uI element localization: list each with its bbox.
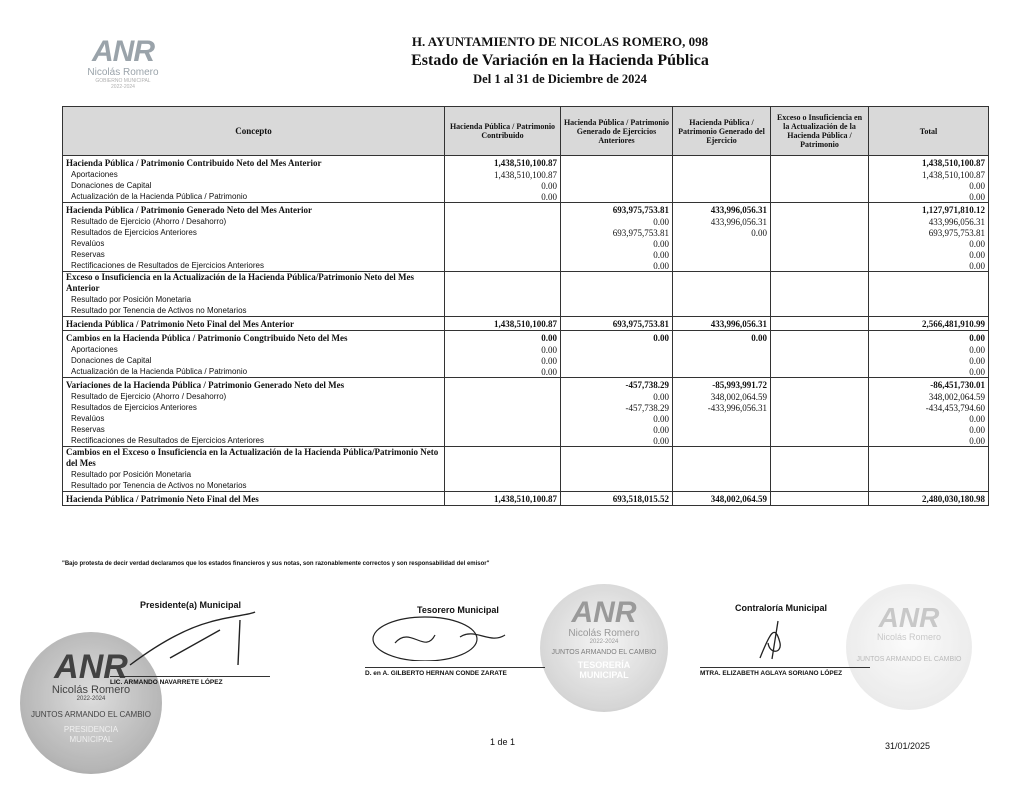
table-row <box>63 305 989 317</box>
cell-generado-anteriores <box>561 191 673 203</box>
cell-exceso <box>771 238 869 249</box>
cell-generado-ejercicio: -85,993,991.72 <box>673 378 771 392</box>
cell-total: 0.00 <box>869 344 989 355</box>
cell-generado-anteriores <box>561 169 673 180</box>
cell-generado-anteriores <box>561 469 673 480</box>
cell-generado-ejercicio <box>673 480 771 492</box>
stamp-presidencia-years: 2022-2024 <box>76 696 106 702</box>
row-concept: Reservas <box>63 249 445 260</box>
row-concept: Reservas <box>63 424 445 435</box>
cell-contribuido <box>445 227 561 238</box>
cell-total: 1,438,510,100.87 <box>869 156 989 170</box>
row-concept: Resultados de Ejercicios Anteriores <box>63 402 445 413</box>
cell-generado-anteriores <box>561 180 673 191</box>
signature-tesorero-title: Tesorero Municipal <box>417 605 499 615</box>
cell-generado-anteriores <box>561 305 673 317</box>
table-row <box>63 272 989 295</box>
row-concept: Resultado por Tenencia de Activos no Monetarios <box>63 305 445 317</box>
cell-generado-anteriores <box>561 366 673 378</box>
cell-generado-anteriores: 0.00 <box>561 331 673 345</box>
row-concept: Resultado por Posición Monetaria <box>63 294 445 305</box>
document-period: Del 1 al 31 de Diciembre de 2024 <box>473 72 647 86</box>
cell-generado-ejercicio <box>673 272 771 295</box>
stamp-presidencia-mark: ANR <box>54 648 128 686</box>
cell-generado-ejercicio <box>673 156 771 170</box>
cell-generado-anteriores: 693,518,015.52 <box>561 492 673 506</box>
table-row <box>63 216 989 227</box>
cell-generado-ejercicio: -433,996,056.31 <box>673 402 771 413</box>
cell-total: 693,975,753.81 <box>869 227 989 238</box>
cell-generado-anteriores: 693,975,753.81 <box>561 227 673 238</box>
table-row <box>63 238 989 249</box>
cell-contribuido <box>445 469 561 480</box>
row-concept: Cambios en la Hacienda Pública / Patrimonio Congtribuido Neto del Mes <box>63 331 445 345</box>
cell-total: 0.00 <box>869 424 989 435</box>
row-concept: Exceso o Insuficiencia en la Actualización de la Hacienda Pública/Patrimonio Neto del Mes Anterior <box>63 272 445 295</box>
cell-exceso <box>771 317 869 331</box>
cell-generado-ejercicio <box>673 469 771 480</box>
cell-generado-ejercicio <box>673 424 771 435</box>
cell-exceso <box>771 272 869 295</box>
signature-presidente-title: Presidente(a) Municipal <box>140 600 242 610</box>
cell-generado-ejercicio <box>673 249 771 260</box>
stamp-contraloria-motto: JUNTOS ARMANDO EL CAMBIO <box>856 656 962 663</box>
table-row <box>63 480 989 492</box>
cell-total: 0.00 <box>869 180 989 191</box>
cell-contribuido: 1,438,510,100.87 <box>445 317 561 331</box>
cell-contribuido: 1,438,510,100.87 <box>445 169 561 180</box>
cell-exceso <box>771 492 869 506</box>
cell-contribuido <box>445 249 561 260</box>
header-logo <box>66 36 180 100</box>
row-concept: Resultado por Tenencia de Activos no Monetarios <box>63 480 445 492</box>
cell-generado-ejercicio <box>673 180 771 191</box>
cell-generado-anteriores: 693,975,753.81 <box>561 317 673 331</box>
cell-exceso <box>771 180 869 191</box>
cell-generado-ejercicio: 0.00 <box>673 331 771 345</box>
table-row <box>63 227 989 238</box>
table-row <box>63 191 989 203</box>
row-concept: Hacienda Pública / Patrimonio Generado Neto del Mes Anterior <box>63 203 445 217</box>
cell-contribuido <box>445 435 561 447</box>
cell-exceso <box>771 344 869 355</box>
cell-generado-ejercicio <box>673 238 771 249</box>
cell-exceso <box>771 469 869 480</box>
cell-total: 433,996,056.31 <box>869 216 989 227</box>
cell-contribuido <box>445 260 561 272</box>
row-concept: Revalúos <box>63 238 445 249</box>
cell-total: 0.00 <box>869 355 989 366</box>
stamp-tesoreria-years: 2022-2024 <box>589 639 619 645</box>
cell-contribuido <box>445 402 561 413</box>
signature-presidente <box>110 600 270 686</box>
signature-tesorero <box>365 605 545 677</box>
table-row <box>63 331 989 345</box>
cell-generado-anteriores <box>561 294 673 305</box>
cell-exceso <box>771 331 869 345</box>
col-header-concepto: Concepto <box>63 107 445 156</box>
cell-generado-ejercicio <box>673 191 771 203</box>
cell-total: 1,438,510,100.87 <box>869 169 989 180</box>
cell-exceso <box>771 227 869 238</box>
row-concept: Resultados de Ejercicios Anteriores <box>63 227 445 238</box>
row-concept: Aportaciones <box>63 169 445 180</box>
cell-contribuido: 1,438,510,100.87 <box>445 156 561 170</box>
cell-contribuido <box>445 413 561 424</box>
table-row <box>63 294 989 305</box>
cell-contribuido: 0.00 <box>445 331 561 345</box>
cell-contribuido <box>445 216 561 227</box>
document-header <box>240 34 880 87</box>
stamp-presidencia-office: PRESIDENCIA MUNICIPAL <box>63 725 119 744</box>
cell-total: 0.00 <box>869 366 989 378</box>
signature-tesorero-scribble <box>365 615 535 661</box>
col-header-contribuido: Hacienda Pública / Patrimonio Contribuido <box>445 107 561 156</box>
stamp-contraloria-mark: ANR <box>878 602 940 633</box>
cell-total: 348,002,064.59 <box>869 391 989 402</box>
cell-exceso <box>771 424 869 435</box>
row-concept: Hacienda Pública / Patrimonio Neto Final del Mes Anterior <box>63 317 445 331</box>
cell-generado-ejercicio <box>673 366 771 378</box>
cell-generado-anteriores <box>561 480 673 492</box>
page-number: 1 de 1 <box>490 737 516 747</box>
cell-generado-ejercicio: 348,002,064.59 <box>673 492 771 506</box>
stamp-contraloria-name: Nicolás Romero <box>876 632 942 642</box>
disclaimer: "Bajo protesta de decir verdad declaramos que los estados financieros y sus notas, son razonablemente correctos y son responsabilidad del emisor" <box>62 561 490 567</box>
table-row <box>63 435 989 447</box>
table-row <box>63 249 989 260</box>
cell-contribuido <box>445 447 561 470</box>
signature-tesorero-name: D. en A. GILBERTO HERNAN CONDE ZARATE <box>365 667 545 677</box>
signature-contraloria-title: Contraloría Municipal <box>735 603 828 613</box>
cell-exceso <box>771 169 869 180</box>
cell-total: -86,451,730.01 <box>869 378 989 392</box>
stamp-tesoreria-mark: ANR <box>571 596 637 629</box>
logo-tagline: GOBIERNO MUNICIPAL <box>95 78 151 84</box>
cell-generado-anteriores: 0.00 <box>561 391 673 402</box>
stamp-presidencia-motto: JUNTOS ARMANDO EL CAMBIO <box>30 710 152 719</box>
entity-name: H. AYUNTAMIENTO DE NICOLAS ROMERO, 098 <box>411 34 709 49</box>
cell-generado-ejercicio <box>673 169 771 180</box>
cell-generado-ejercicio: 433,996,056.31 <box>673 317 771 331</box>
cell-contribuido <box>445 203 561 217</box>
cell-contribuido <box>445 238 561 249</box>
cell-generado-anteriores: 0.00 <box>561 424 673 435</box>
table-row <box>63 378 989 392</box>
table-header-row <box>63 107 989 156</box>
cell-exceso <box>771 156 869 170</box>
cell-generado-ejercicio <box>673 355 771 366</box>
cell-exceso <box>771 435 869 447</box>
cell-contribuido: 0.00 <box>445 191 561 203</box>
cell-exceso <box>771 402 869 413</box>
table-row <box>63 180 989 191</box>
cell-total <box>869 469 989 480</box>
cell-exceso <box>771 294 869 305</box>
col-header-generado-ejercicio: Hacienda Pública / Patrimonio Generado del Ejercicio <box>673 107 771 156</box>
table-row <box>63 447 989 470</box>
cell-total: 0.00 <box>869 435 989 447</box>
signature-contraloria <box>700 603 870 677</box>
cell-generado-anteriores: 0.00 <box>561 435 673 447</box>
cell-generado-ejercicio <box>673 435 771 447</box>
row-concept: Actualización de la Hacienda Pública / Patrimonio <box>63 191 445 203</box>
table-row <box>63 169 989 180</box>
cell-exceso <box>771 203 869 217</box>
cell-generado-anteriores: 0.00 <box>561 249 673 260</box>
cell-generado-anteriores: 0.00 <box>561 413 673 424</box>
row-concept: Rectificaciones de Resultados de Ejercicios Anteriores <box>63 260 445 272</box>
cell-total <box>869 294 989 305</box>
row-concept: Hacienda Pública / Patrimonio Neto Final del Mes <box>63 492 445 506</box>
signature-presidente-scribble <box>110 610 260 670</box>
variation-table <box>62 106 989 506</box>
cell-generado-anteriores <box>561 344 673 355</box>
table-row <box>63 260 989 272</box>
cell-total: 0.00 <box>869 260 989 272</box>
cell-contribuido <box>445 305 561 317</box>
cell-exceso <box>771 480 869 492</box>
cell-contribuido <box>445 391 561 402</box>
stamp-tesoreria-name: Nicolás Romero <box>568 628 640 639</box>
cell-exceso <box>771 413 869 424</box>
cell-generado-ejercicio: 433,996,056.31 <box>673 203 771 217</box>
cell-generado-anteriores: 693,975,753.81 <box>561 203 673 217</box>
cell-generado-anteriores <box>561 355 673 366</box>
table-row <box>63 355 989 366</box>
logo-name: Nicolás Romero <box>87 67 159 78</box>
cell-exceso <box>771 216 869 227</box>
table-row <box>63 156 989 170</box>
cell-exceso <box>771 366 869 378</box>
cell-generado-anteriores: 0.00 <box>561 216 673 227</box>
table-row <box>63 492 989 506</box>
cell-contribuido <box>445 378 561 392</box>
row-concept: Resultado de Ejercicio (Ahorro / Desahorro) <box>63 391 445 402</box>
stamp-tesoreria <box>540 584 668 712</box>
cell-contribuido <box>445 272 561 295</box>
table-row <box>63 469 989 480</box>
cell-exceso <box>771 355 869 366</box>
cell-exceso <box>771 191 869 203</box>
cell-contribuido <box>445 424 561 435</box>
cell-exceso <box>771 305 869 317</box>
cell-generado-ejercicio <box>673 260 771 272</box>
cell-generado-ejercicio: 348,002,064.59 <box>673 391 771 402</box>
cell-contribuido: 0.00 <box>445 180 561 191</box>
cell-exceso <box>771 447 869 470</box>
logo-mark: ANR <box>92 35 154 68</box>
col-header-generado-anteriores: Hacienda Pública / Patrimonio Generado de Ejercicios Anteriores <box>561 107 673 156</box>
table-row <box>63 203 989 217</box>
table-row <box>63 424 989 435</box>
cell-exceso <box>771 249 869 260</box>
row-concept: Donaciones de Capital <box>63 355 445 366</box>
row-concept: Donaciones de Capital <box>63 180 445 191</box>
document-date: 31/01/2025 <box>885 741 931 751</box>
table-row <box>63 344 989 355</box>
table-row <box>63 317 989 331</box>
col-header-exceso: Exceso o Insuficiencia en la Actualización de la Hacienda Pública / Patrimonio <box>771 107 869 156</box>
row-concept: Resultado por Posición Monetaria <box>63 469 445 480</box>
cell-generado-anteriores: -457,738.29 <box>561 378 673 392</box>
cell-contribuido: 1,438,510,100.87 <box>445 492 561 506</box>
row-concept: Resultado de Ejercicio (Ahorro / Desahorro) <box>63 216 445 227</box>
row-concept: Actualización de la Hacienda Pública / Patrimonio <box>63 366 445 378</box>
cell-generado-ejercicio <box>673 413 771 424</box>
cell-total <box>869 480 989 492</box>
cell-total: 0.00 <box>869 238 989 249</box>
col-header-total: Total <box>869 107 989 156</box>
cell-generado-ejercicio <box>673 344 771 355</box>
cell-contribuido <box>445 294 561 305</box>
row-concept: Variaciones de la Hacienda Pública / Patrimonio Generado Neto del Mes <box>63 378 445 392</box>
row-concept: Aportaciones <box>63 344 445 355</box>
stamp-presidencia-name: Nicolás Romero <box>51 684 131 696</box>
row-concept: Cambios en el Exceso o Insuficiencia en la Actualización de la Hacienda Pública/Patrimonio Neto del Mes <box>63 447 445 470</box>
cell-total: 0.00 <box>869 331 989 345</box>
stamp-tesoreria-office: TESORERÍA MUNICIPAL <box>577 660 631 680</box>
row-concept: Hacienda Pública / Patrimonio Contribuido Neto del Mes Anterior <box>63 156 445 170</box>
logo-years: 2022-2024 <box>111 84 135 90</box>
cell-generado-anteriores <box>561 447 673 470</box>
table-row <box>63 402 989 413</box>
cell-generado-ejercicio <box>673 447 771 470</box>
cell-total: 0.00 <box>869 249 989 260</box>
cell-total <box>869 305 989 317</box>
signature-presidente-name: LIC. ARMANDO NAVARRETE LÓPEZ <box>110 676 270 686</box>
cell-contribuido: 0.00 <box>445 366 561 378</box>
cell-total <box>869 447 989 470</box>
cell-exceso <box>771 260 869 272</box>
cell-generado-anteriores <box>561 272 673 295</box>
cell-total: 1,127,971,810.12 <box>869 203 989 217</box>
table-row <box>63 366 989 378</box>
cell-generado-ejercicio: 0.00 <box>673 227 771 238</box>
cell-generado-ejercicio <box>673 305 771 317</box>
cell-generado-anteriores: 0.00 <box>561 238 673 249</box>
cell-total: 0.00 <box>869 191 989 203</box>
stamp-tesoreria-motto: JUNTOS ARMANDO EL CAMBIO <box>551 649 657 656</box>
cell-total: 2,480,030,180.98 <box>869 492 989 506</box>
cell-generado-anteriores: -457,738.29 <box>561 402 673 413</box>
document-title: Estado de Variación en la Hacienda Pública <box>411 52 709 69</box>
cell-contribuido: 0.00 <box>445 344 561 355</box>
signature-contraloria-scribble <box>700 613 860 661</box>
cell-exceso <box>771 378 869 392</box>
table-body <box>63 156 989 506</box>
cell-total: 0.00 <box>869 413 989 424</box>
table-row <box>63 391 989 402</box>
signature-contraloria-name: MTRA. ELIZABETH AGLAYA SORIANO LÓPEZ <box>700 667 870 677</box>
cell-exceso <box>771 391 869 402</box>
cell-generado-anteriores: 0.00 <box>561 260 673 272</box>
row-concept: Revalúos <box>63 413 445 424</box>
cell-generado-anteriores <box>561 156 673 170</box>
cell-contribuido: 0.00 <box>445 355 561 366</box>
table-row <box>63 413 989 424</box>
cell-generado-ejercicio <box>673 294 771 305</box>
cell-total: 2,566,481,910.99 <box>869 317 989 331</box>
cell-contribuido <box>445 480 561 492</box>
cell-total: -434,453,794.60 <box>869 402 989 413</box>
cell-total <box>869 272 989 295</box>
row-concept: Rectificaciones de Resultados de Ejercicios Anteriores <box>63 435 445 447</box>
cell-generado-ejercicio: 433,996,056.31 <box>673 216 771 227</box>
